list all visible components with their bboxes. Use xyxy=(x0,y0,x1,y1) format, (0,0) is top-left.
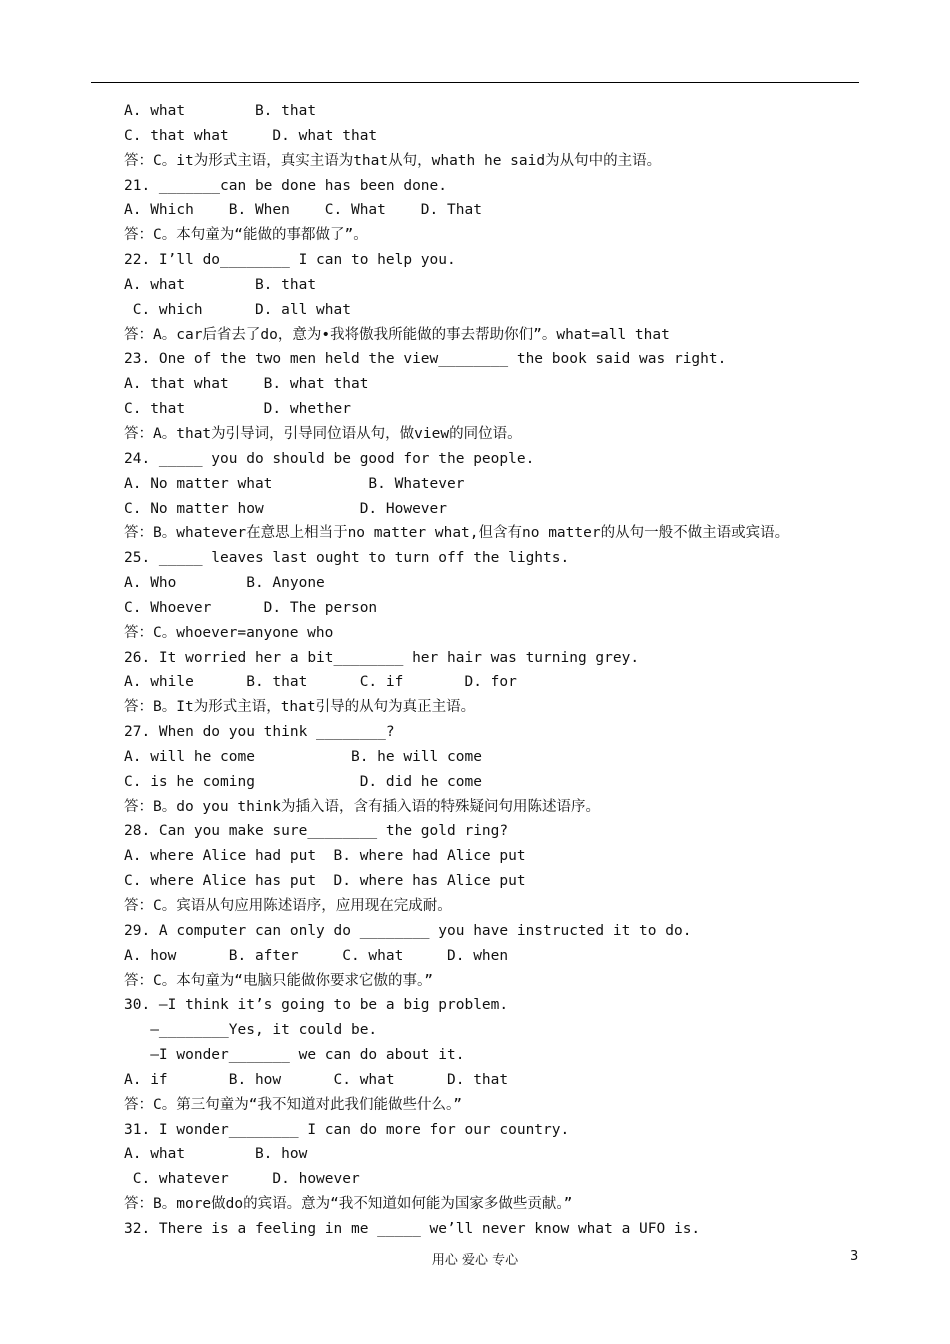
text-line-answer: 答：C。第三句童为“我不知道对此我们能做些什么。” xyxy=(124,1096,462,1113)
text-line-question: 31. I wonder________ I can do more for our country. xyxy=(124,1121,570,1138)
text-line-option: A. will he come B. he will come xyxy=(124,748,482,765)
text-line-answer: 答：C。it为形式主语，真实主语为that从句，whath he said为从句中的主语。 xyxy=(124,152,662,169)
text-line-question: 27. When do you think ________? xyxy=(124,724,395,741)
text-line-option: A. where Alice had put B. where had Alice put xyxy=(124,848,526,865)
text-line-answer: 答：C。本句童为“电脑只能做你要求它傲的事。” xyxy=(124,972,433,989)
text-line-answer: 答：B。whatever在意思上相当于no matter what,但含有no matter的从句一般不做主语或宾语。 xyxy=(124,525,790,542)
text-line-question: 32. There is a feeling in me _____ we’ll never know what a UFO is. xyxy=(124,1220,701,1237)
text-line-option: C. which D. all what xyxy=(124,301,351,318)
text-line-option: A. what B. how xyxy=(124,1146,308,1163)
page-body xyxy=(124,99,864,1242)
text-line-option: A. Who B. Anyone xyxy=(124,575,325,592)
text-line-option: C. No matter how D. However xyxy=(124,500,448,517)
text-line-dialogue: —________Yes, it could be. xyxy=(124,1022,378,1039)
text-line-option: C. is he coming D. did he come xyxy=(124,773,482,790)
text-line-option: A. what B. that xyxy=(124,276,317,293)
text-line-answer: 答：B。It为形式主语，that引导的从句为真正主语。 xyxy=(124,699,476,716)
text-line-option: A. what B. that xyxy=(124,103,317,119)
text-line-option: A. while B. that C. if D. for xyxy=(124,674,517,691)
text-line-question: 22. I’ll do________ I can to help you. xyxy=(124,252,456,269)
text-line-option: C. that D. whether xyxy=(124,401,351,418)
text-line-option: A. Which B. When C. What D. That xyxy=(124,202,482,219)
text-line-option: C. that what D. what that xyxy=(124,127,378,144)
text-line-question: 21. _______can be done has been done. xyxy=(124,177,448,194)
text-line-option: C. Whoever D. The person xyxy=(124,599,378,616)
text-line-option: A. that what B. what that xyxy=(124,376,369,393)
page-number: 3 xyxy=(850,1249,859,1264)
text-line-answer: 答：B。more做do的宾语。意为“我不知道如何能为国家多做些贡献。” xyxy=(124,1196,573,1213)
text-line-question: 28. Can you make sure________ the gold ring? xyxy=(124,823,509,840)
text-line-option: A. if B. how C. what D. that xyxy=(124,1071,509,1088)
text-line-answer: 答：B。do you think为插入语，含有插入语的特殊疑问句用陈述语序。 xyxy=(124,798,600,815)
text-line-dialogue: —I wonder_______ we can do about it. xyxy=(124,1047,465,1064)
text-line-answer: 答：C。whoever=anyone who xyxy=(124,624,334,641)
text-line-answer: 答：C。宾语从句应用陈述语序，应用现在完成耐。 xyxy=(124,898,452,914)
footer-slogan: 用心 爱心 专心 xyxy=(431,1253,519,1268)
text-line-option: C. whatever D. however xyxy=(124,1171,360,1188)
text-line-option: C. where Alice has put D. where has Alice put xyxy=(124,873,526,890)
text-line-question: 29. A computer can only do ________ you have instructed it to do. xyxy=(124,922,692,939)
text-line-answer: 答：C。本句童为“能做的事都做了”。 xyxy=(124,227,368,244)
text-line-answer: 答：A。that为引导词，引导同位语从句，做view的同位语。 xyxy=(124,425,522,442)
header-rule xyxy=(91,82,859,83)
text-line-option: A. how B. after C. what D. when xyxy=(124,947,509,964)
text-line-question: 24. _____ you do should be good for the people. xyxy=(124,450,535,467)
text-line-option: A. No matter what B. Whatever xyxy=(124,475,465,492)
text-line-question: 23. One of the two men held the view________ the book said was right. xyxy=(124,351,727,368)
text-line-question: 30. —I think it’s going to be a big problem. xyxy=(124,997,509,1014)
text-line-question: 26. It worried her a bit________ her hair was turning grey. xyxy=(124,649,640,666)
text-line-question: 25. _____ leaves last ought to turn off the lights. xyxy=(124,550,570,567)
text-line-answer: 答：A。car后省去了do，意为•我将傲我所能做的事去帮助你们”。what=all that xyxy=(124,326,670,343)
